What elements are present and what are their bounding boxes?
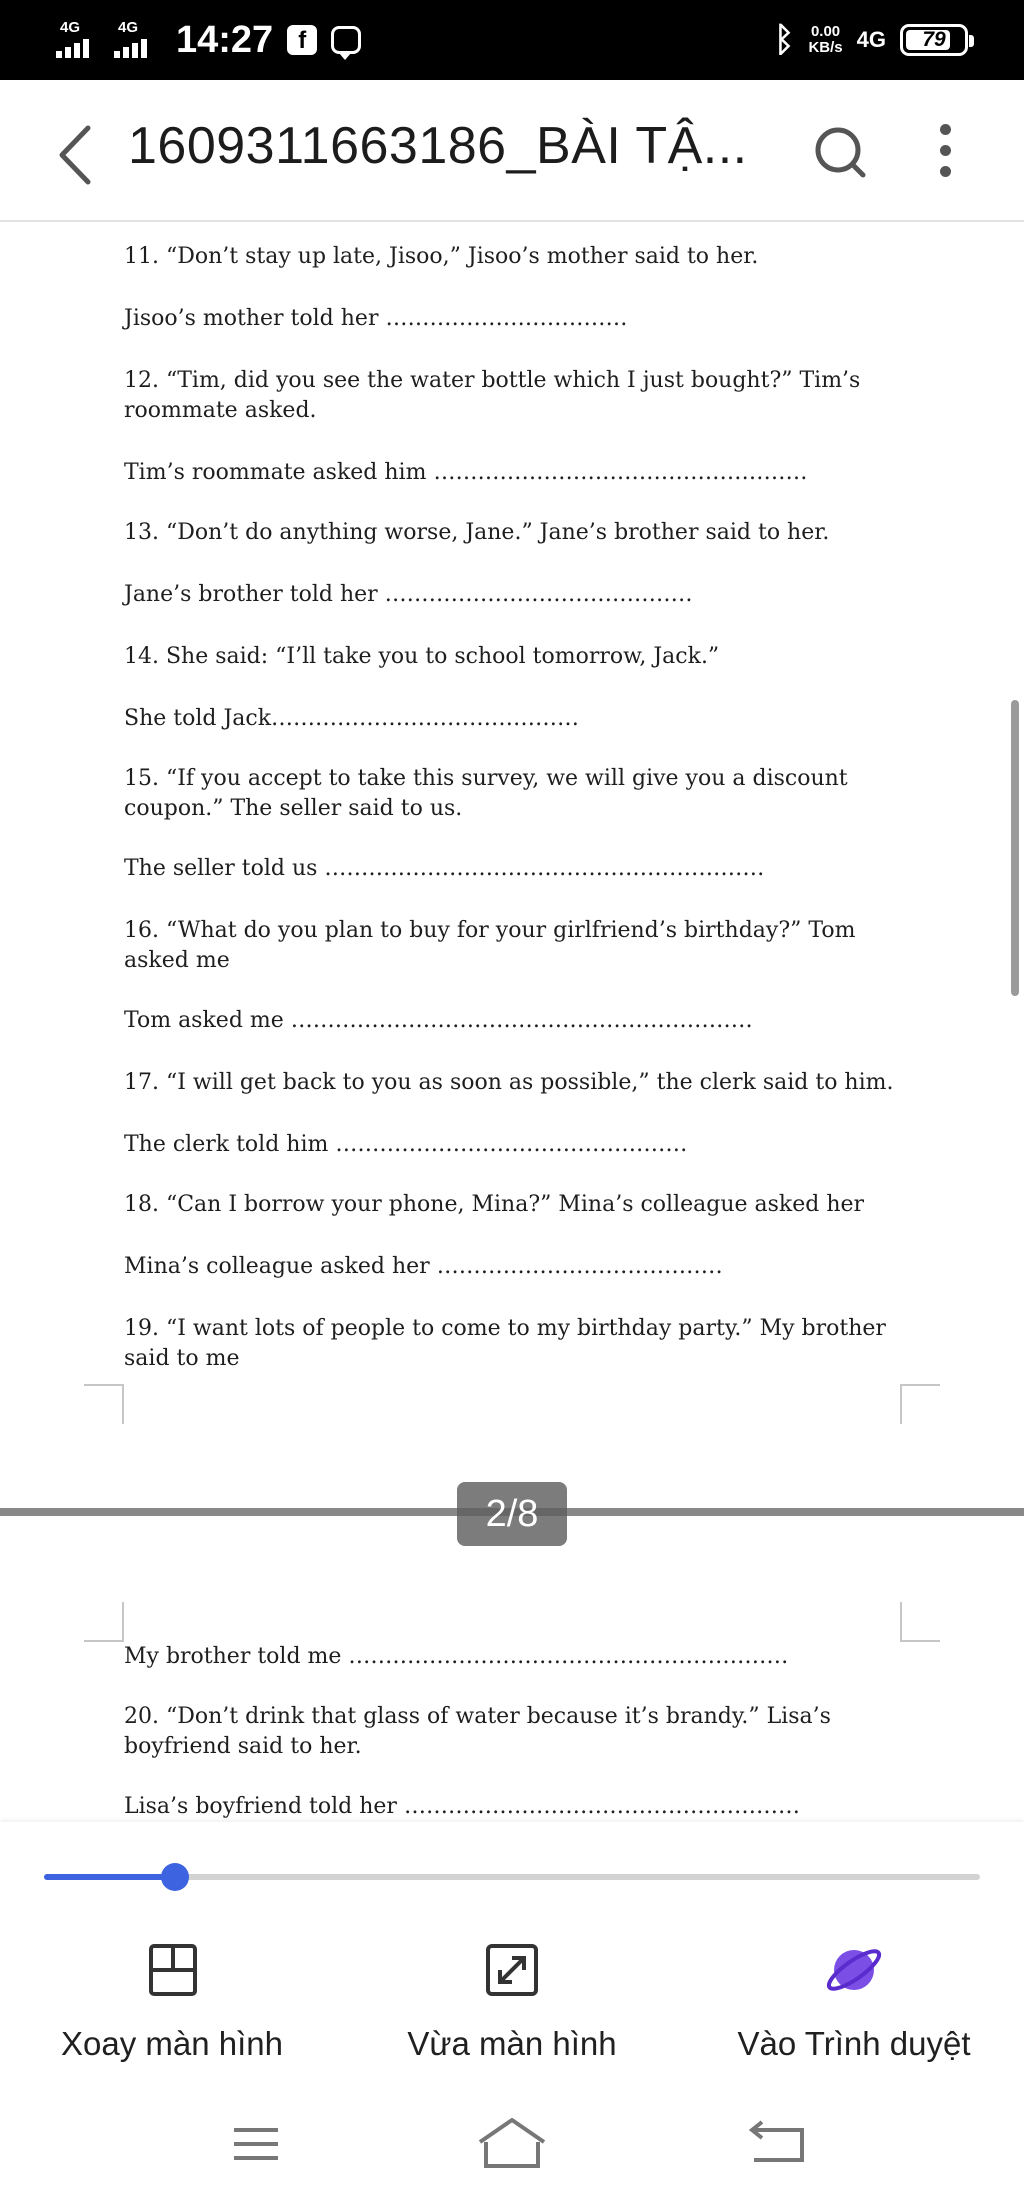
question-line: 16. “What do you plan to buy for your girlfriend’s birthday?” Tom asked me	[124, 918, 856, 973]
network-speed	[808, 24, 842, 56]
answer-line: Tom asked me ………………………………………………………	[124, 1008, 753, 1033]
network-type: 4G	[856, 27, 886, 52]
menu-icon[interactable]	[216, 2114, 296, 2174]
crop-mark	[900, 1602, 940, 1642]
question-line: 12. “Tim, did you see the water bottle which I just bought?” Tim’s roommate asked.	[124, 368, 861, 423]
answer-line: Lisa’s boyfriend told her ………………………………………………	[124, 1794, 800, 1819]
question-line: 13. “Don’t do anything worse, Jane.” Jane’s brother said to her.	[124, 520, 830, 545]
answer-line: Jisoo’s mother told her ……………………………	[124, 306, 628, 331]
network-label-1: 4G	[60, 19, 81, 36]
answer-line: Mina’s colleague asked her …………………………………	[124, 1254, 723, 1279]
open-browser-button[interactable]	[684, 1940, 1024, 2063]
back-nav-icon[interactable]	[740, 2114, 820, 2174]
question-line: 18. “Can I borrow your phone, Mina?” Mina’s colleague asked her	[124, 1192, 865, 1217]
question-line: 11. “Don’t stay up late, Jisoo,” Jisoo’s mother said to her.	[124, 244, 759, 269]
open-browser-label: Vào Trình duyệt	[737, 2025, 971, 2062]
document-viewer[interactable]	[0, 222, 1024, 1822]
app-bar	[0, 80, 1024, 222]
rotate-screen-button[interactable]	[2, 1940, 342, 2063]
crop-mark	[84, 1602, 124, 1642]
slider-thumb[interactable]	[161, 1863, 189, 1891]
more-icon[interactable]	[930, 124, 960, 184]
rotate-icon	[142, 1940, 202, 2000]
answer-line: The seller told us ……………………………………………………	[124, 856, 765, 881]
network-label-2: 4G	[118, 19, 139, 36]
system-nav-bar	[0, 2100, 1024, 2198]
status-right	[774, 16, 968, 64]
question-line: 15. “If you accept to take this survey, we will give you a discount coupon.” The seller said to us.	[124, 766, 848, 821]
answer-line: Jane’s brother told her ……………………………………	[124, 582, 693, 607]
status-left	[56, 16, 361, 64]
answer-line: She told Jack……………………………………	[124, 706, 580, 731]
speed-unit: KB/s	[808, 39, 843, 56]
status-bar	[0, 0, 1024, 80]
crop-mark	[900, 1384, 940, 1424]
page-indicator: 2/8	[457, 1482, 567, 1546]
answer-line: The clerk told him …………………………………………	[124, 1132, 688, 1157]
page-slider[interactable]	[44, 1874, 980, 1880]
back-icon[interactable]	[50, 120, 110, 190]
battery-icon	[900, 24, 968, 56]
signal-icon	[56, 20, 100, 60]
speed-value: 0.00	[810, 23, 841, 40]
document-page	[0, 222, 1024, 1512]
messenger-icon	[331, 26, 361, 54]
signal-icon	[114, 20, 158, 60]
bluetooth-icon: ᛒ	[774, 20, 795, 59]
facebook-icon: f	[287, 25, 317, 55]
scrollbar[interactable]	[1011, 700, 1019, 996]
fit-screen-icon	[482, 1940, 542, 2000]
question-line: 17. “I will get back to you as soon as possible,” the clerk said to him.	[124, 1070, 894, 1095]
question-line: 20. “Don’t drink that glass of water because it’s brandy.” Lisa’s boyfriend said to her.	[124, 1704, 831, 1759]
answer-line: Tim’s roommate asked him ……………………………………………	[124, 460, 808, 485]
clock: 14:27	[176, 18, 274, 61]
battery-level: 79	[922, 28, 946, 51]
search-icon[interactable]	[812, 122, 868, 182]
home-icon[interactable]	[472, 2114, 552, 2174]
slider-fill	[44, 1874, 175, 1880]
planet-icon	[824, 1940, 884, 2000]
fit-screen-label: Vừa màn hình	[407, 2025, 617, 2062]
question-line: 19. “I want lots of people to come to my birthday party.” My brother said to me	[124, 1316, 886, 1371]
fit-screen-button[interactable]	[342, 1940, 682, 2063]
answer-line: My brother told me ……………………………………………………	[124, 1644, 789, 1669]
crop-mark	[84, 1384, 124, 1424]
question-line: 14. She said: “I’ll take you to school tomorrow, Jack.”	[124, 644, 720, 669]
rotate-screen-label: Xoay màn hình	[61, 2025, 283, 2062]
document-title: 1609311663186_BÀI TẬ...	[128, 117, 748, 175]
